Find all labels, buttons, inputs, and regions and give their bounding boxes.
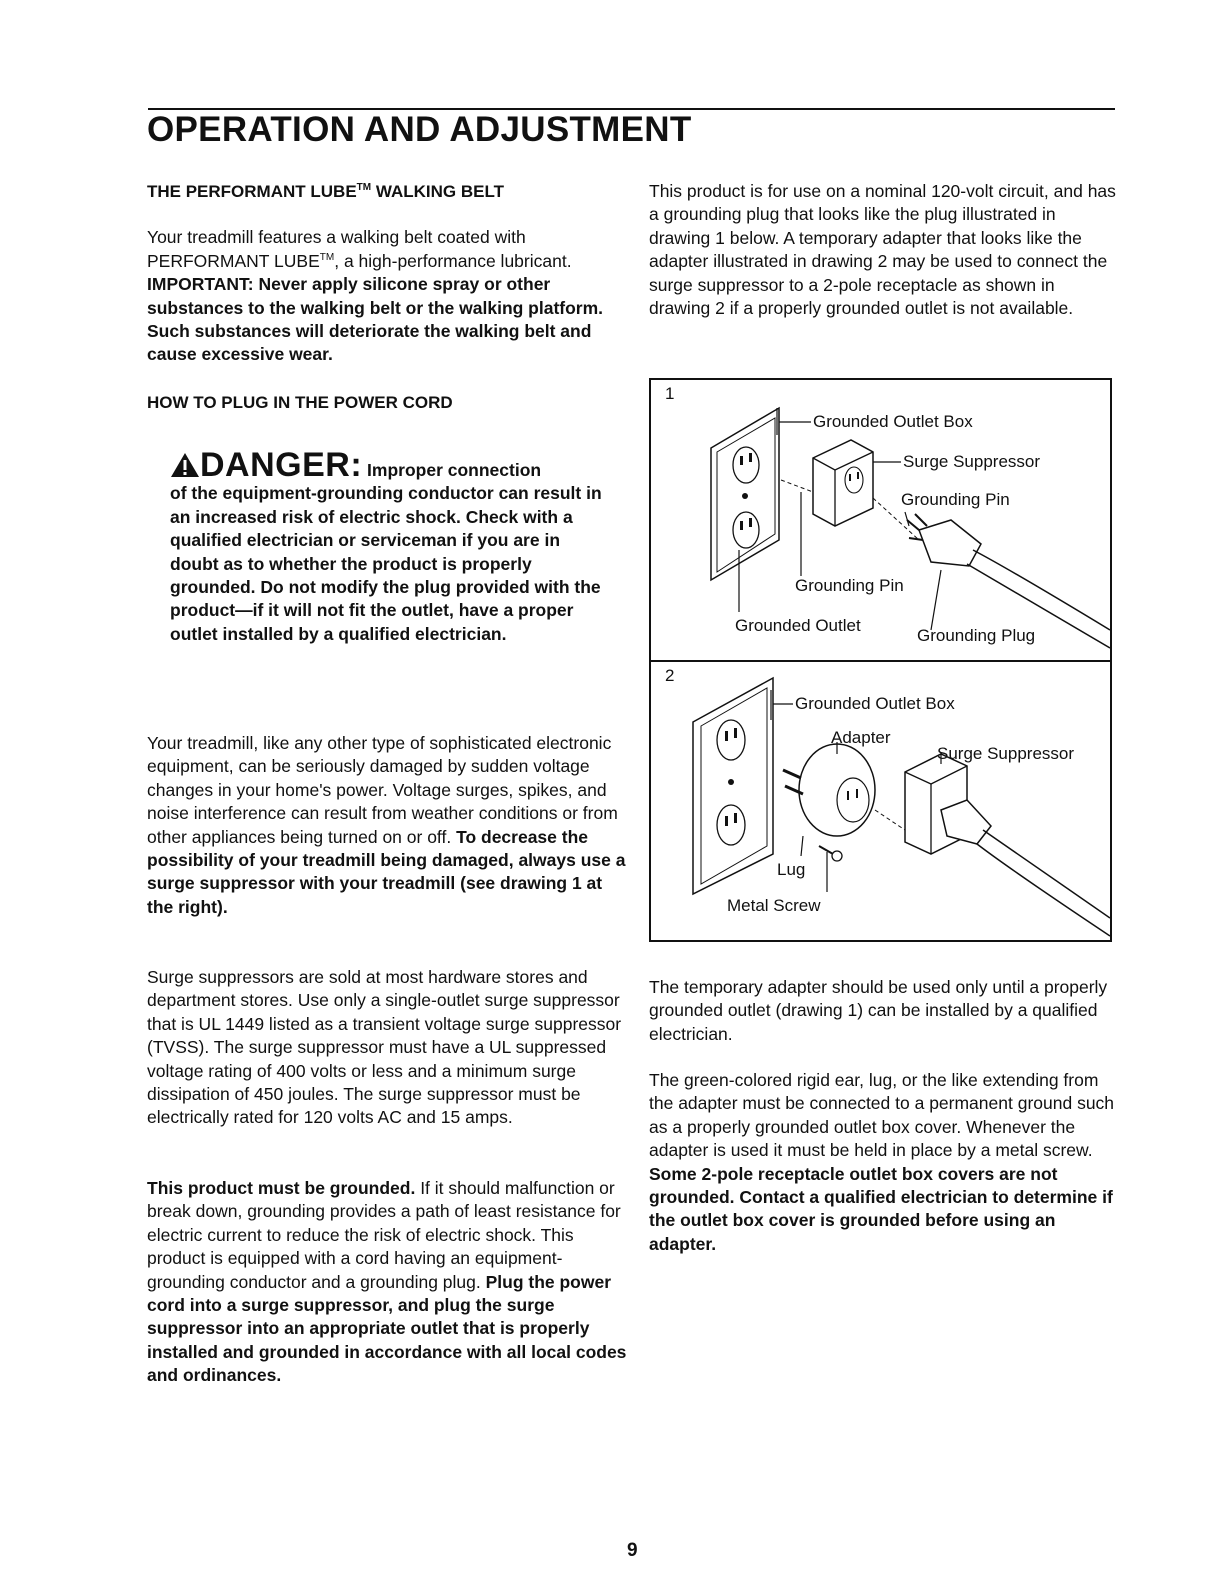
ear-paragraph: The green-colored rigid ear, lug, or the like extending from the adapter must be connected to a permanent ground such as a properly grounded outlet box cover. Whenever the adapter is used it must be held in place by a metal screw. Some 2-pole receptacle outlet box covers are not grounded. Contact a qualified electrician to determine if the outlet box cover is grounded before using an adapter. <box>649 1070 1115 1254</box>
label-grounded-outlet-box-1: Grounded Outlet Box <box>813 412 973 431</box>
drawing-1 <box>651 380 1110 662</box>
drawing-2 <box>651 660 1110 940</box>
circuit-paragraph: This product is for use on a nominal 120-volt circuit, and has a grounding plug that looks like the plug illustrated in drawing 1 below. A temporary adapter that looks like the adapter illustrated in drawing 2 may be used to connect the surge suppressor to a 2-pole receptacle as shown in drawing 2 if a properly grounded outlet is not available. <box>649 181 1116 319</box>
danger-word: DANGER: <box>200 446 363 484</box>
danger-text: of the equipment-grounding conductor can result in an increased risk of electric shock. Check with a qualified electrician or serviceman if you are in doubt as to whether the product is properly grounded. Do not modify the plug provided with the product—if it will not fit the outlet, have a proper outlet installed by a qualified electrician. <box>170 483 602 644</box>
grounded-paragraph: This product must be grounded. If it should malfunction or break down, grounding provides a path of least resistance for electric current to reduce the risk of electric shock. This product is equipped with a cord having an equipment-grounding conductor and a grounding plug. Plug the power cord into a surge suppressor, and plug the surge suppressor into an appropriate outlet that is properly installed and grounded in accordance with all local codes and ordinances. <box>147 1178 627 1386</box>
belt-heading: THE PERFORMANT LUBE™ WALKING BELT <box>147 182 504 201</box>
danger-first: Improper connection <box>367 460 542 480</box>
warning-triangle-icon <box>170 452 200 478</box>
label-grounded-outlet-box-2: Grounded Outlet Box <box>795 694 955 713</box>
label-grounded-outlet: Grounded Outlet <box>735 616 861 635</box>
drawing-2-number: 2 <box>665 666 675 685</box>
plug-figure <box>649 378 1112 942</box>
danger-title-line <box>170 446 610 484</box>
label-grounding-pin-bottom: Grounding Pin <box>795 576 904 595</box>
label-grounding-plug: Grounding Plug <box>917 626 1036 645</box>
belt-intro: Your treadmill features a walking belt coated with PERFORMANT LUBE™, a high-performance lubricant. <box>147 227 572 271</box>
danger-warning <box>170 446 610 646</box>
belt-section <box>147 180 627 367</box>
page-number: 9 <box>627 1540 638 1561</box>
belt-important: IMPORTANT: Never apply silicone spray or other substances to the walking belt or the walking platform. Such substances will deteriorate the walking belt and cause excessive wear. <box>147 274 604 365</box>
label-adapter: Adapter <box>831 728 891 747</box>
label-surge-suppressor-1: Surge Suppressor <box>903 452 1041 471</box>
surge-paragraph: Your treadmill, like any other type of sophisticated electronic equipment, can be seriously damaged by sudden voltage changes in your home's power. Voltage surges, spikes, and noise interference can result from weather conditions or from other appliances being turned on or off. To decrease the possibility of your treadmill being damaged, always use a surge suppressor with your treadmill (see drawing 1 at the right). <box>147 733 626 917</box>
label-lug: Lug <box>777 860 806 879</box>
power-heading-block <box>147 391 627 414</box>
label-grounding-pin-top: Grounding Pin <box>901 490 1010 509</box>
adapter-paragraph: The temporary adapter should be used only until a properly grounded outlet (drawing 1) can be installed by a qualified electrician. <box>649 977 1108 1044</box>
label-metal-screw: Metal Screw <box>727 896 821 915</box>
power-heading: HOW TO PLUG IN THE POWER CORD <box>147 393 453 412</box>
label-surge-suppressor-2: Surge Suppressor <box>937 744 1075 763</box>
suppressor-paragraph: Surge suppressors are sold at most hardware stores and department stores. Use only a single-outlet surge suppressor that is UL 1449 listed as a transient voltage surge suppressor (TVSS). The surge suppressor must have a UL suppressed voltage rating of 400 volts or less and a minimum surge dissipation of 450 joules. The surge suppressor must be electrically rated for 120 volts AC and 15 amps. <box>147 967 622 1128</box>
page-title: OPERATION AND ADJUSTMENT <box>147 110 692 149</box>
drawing-1-number: 1 <box>665 384 675 403</box>
